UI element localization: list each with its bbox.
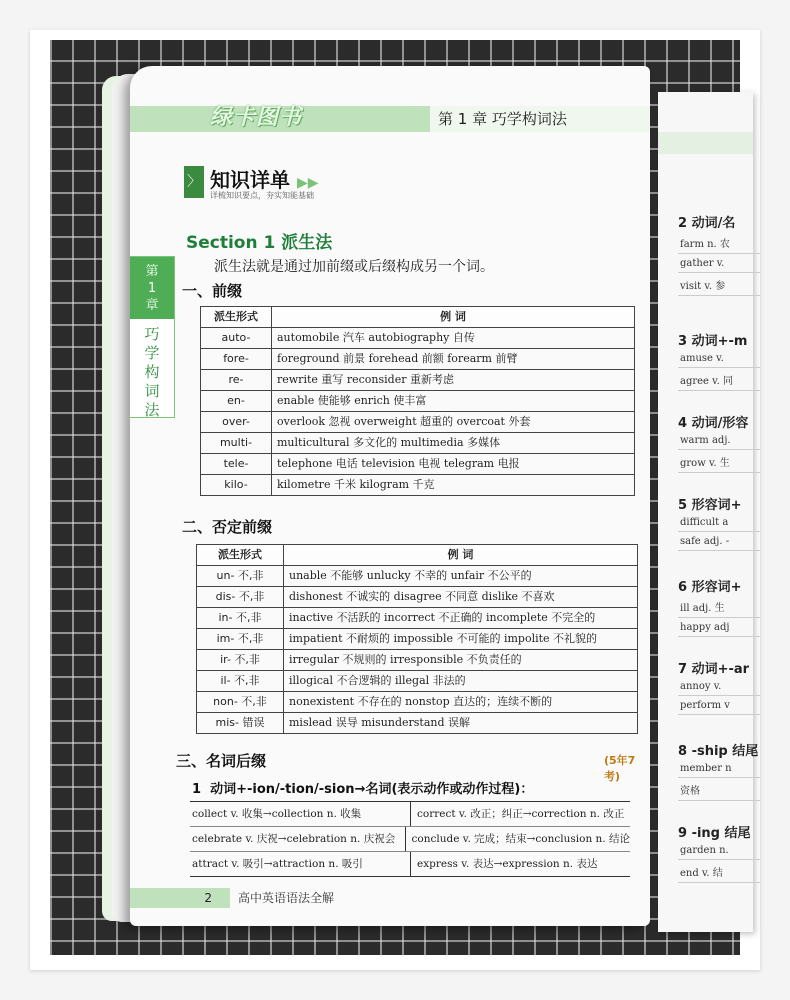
double-arrow-icon: ▶▶ <box>296 175 319 191</box>
book-title: 高中英语语法全解 <box>238 891 335 905</box>
list-item-line: farm n. 农 <box>678 231 760 254</box>
table-row <box>197 650 638 671</box>
form-cell: in- 不,非 <box>197 608 284 629</box>
form-cell: multi- <box>201 433 272 454</box>
list-item-line: visit v. 参 <box>678 273 760 296</box>
right-header-bar <box>658 132 753 154</box>
list-item-line: annoy v. <box>678 677 760 696</box>
form-cell: re- <box>201 370 272 391</box>
chapter-number-text: 第 1 章 <box>145 264 159 313</box>
col-header-form: 派生形式 <box>197 545 284 566</box>
chapter-side-name: 巧学构词法 <box>144 325 160 419</box>
list-item-line: happy adj <box>678 618 760 637</box>
list-item <box>678 330 760 391</box>
list-item <box>678 494 760 551</box>
example-left: collect v. 收集→collection n. 收集 <box>190 802 411 826</box>
table-header-row <box>197 545 638 566</box>
table-row <box>201 454 635 475</box>
list-item-heading: 9 -ing 结尾 <box>678 826 751 841</box>
list-item-heading: 7 动词+-ar <box>678 662 750 677</box>
list-item-line: 资格 <box>678 778 760 801</box>
examples-cell: impatient 不耐烦的 impossible 不可能的 impolite 不礼貌的 <box>284 629 638 650</box>
book-photo <box>50 40 759 955</box>
prefix-table <box>200 306 635 496</box>
zhishi-subtitle: 详梳知识要点，夯实知能基础 <box>210 191 314 200</box>
examples-cell: irregular 不规则的 irresponsible 不负责任的 <box>284 650 638 671</box>
form-cell: mis- 错误 <box>197 713 284 734</box>
table-row <box>190 802 630 827</box>
table-row <box>197 713 638 734</box>
table-row <box>197 587 638 608</box>
examples-cell: foreground 前景 forehead 前额 forearm 前臂 <box>272 349 635 370</box>
examples-cell: illogical 不合逻辑的 illegal 非法的 <box>284 671 638 692</box>
list-item <box>678 658 760 715</box>
form-cell: over- <box>201 412 272 433</box>
table-row <box>197 692 638 713</box>
list-item-line: perform v <box>678 696 760 715</box>
table-row <box>201 412 635 433</box>
form-cell: kilo- <box>201 475 272 496</box>
table-row <box>197 608 638 629</box>
list-item-line: amuse v. <box>678 349 760 368</box>
examples-cell: telephone 电话 television 电视 telegram 电报 <box>272 454 635 475</box>
table-row <box>190 827 630 852</box>
list-item-line: warm adj. <box>678 431 760 450</box>
list-item-heading: 4 动词/形容 <box>678 416 749 431</box>
form-cell: il- 不,非 <box>197 671 284 692</box>
example-right: conclude v. 完成；结束→conclusion n. 结论 <box>411 833 630 845</box>
list-item-line: gather v. <box>678 254 760 273</box>
table-header-row <box>201 307 635 328</box>
brand-logo: 绿卡图书 <box>210 105 303 130</box>
col-header-examples: 例 词 <box>284 545 638 566</box>
suffix-heading: 三、名词后缀 <box>176 752 267 770</box>
zhishi-title-text: 知识详单 <box>210 168 290 192</box>
list-item-heading: 3 动词+-m <box>678 334 748 349</box>
chapter-number <box>130 257 174 319</box>
rule-number: 1 <box>192 782 202 797</box>
neg-prefix-heading: 二、否定前缀 <box>182 518 273 536</box>
table-row <box>201 475 635 496</box>
list-item-heading: 6 形容词+ <box>678 580 742 595</box>
list-item-heading: 8 -ship 结尾 <box>678 744 759 759</box>
col-header-form: 派生形式 <box>201 307 272 328</box>
examples-cell: automobile 汽车 autobiography 自传 <box>272 328 635 349</box>
form-cell: dis- 不,非 <box>197 587 284 608</box>
list-item <box>678 212 760 296</box>
example-right: correct v. 改正；纠正→correction n. 改正 <box>417 808 625 820</box>
table-row <box>197 629 638 650</box>
form-cell: en- <box>201 391 272 412</box>
exam-frequency-badge: (5年7考) <box>604 754 636 783</box>
table-row <box>201 391 635 412</box>
chapter-side-tab <box>130 256 175 418</box>
list-item <box>678 576 760 637</box>
list-item-line: ill adj. 生 <box>678 595 760 618</box>
examples-cell: enable 使能够 enrich 使丰富 <box>272 391 635 412</box>
rule-text: 动词+-ion/-tion/-sion→名词(表示动作或动作过程)： <box>210 782 534 797</box>
table-row <box>201 328 635 349</box>
list-item-line: difficult a <box>678 513 760 532</box>
page-header <box>130 106 650 132</box>
form-cell: ir- 不,非 <box>197 650 284 671</box>
examples-cell: unable 不能够 unlucky 不幸的 unfair 不公平的 <box>284 566 638 587</box>
chapter-title: 第 1 章 巧学构词法 <box>430 106 650 132</box>
zhishi-title <box>210 164 319 193</box>
list-item-line: member n <box>678 759 760 778</box>
list-item-heading: 2 动词/名 <box>678 216 736 231</box>
list-item-line: safe adj. - <box>678 532 760 551</box>
prefix-heading: 一、前缀 <box>182 282 243 300</box>
page-number: 2 <box>130 888 230 908</box>
table-row <box>201 370 635 391</box>
table-row <box>190 852 630 876</box>
form-cell: fore- <box>201 349 272 370</box>
examples-cell: nonexistent 不存在的 nonstop 直达的；连续不断的 <box>284 692 638 713</box>
form-cell: un- 不,非 <box>197 566 284 587</box>
section-intro: 派生法就是通过加前缀或后缀构成另一个词。 <box>214 259 494 275</box>
table-row <box>197 671 638 692</box>
list-item-line: grow v. 生 <box>678 450 760 473</box>
suffix-rule <box>192 778 533 797</box>
form-cell: tele- <box>201 454 272 475</box>
example-left: attract v. 吸引→attraction n. 吸引 <box>190 852 411 876</box>
examples-cell: inactive 不活跃的 incorrect 不正确的 incomplete 不完全的 <box>284 608 638 629</box>
example-right: express v. 表达→expression n. 表达 <box>417 858 598 870</box>
list-item-heading: 5 形容词+ <box>678 498 742 513</box>
right-page <box>658 92 759 932</box>
form-cell: auto- <box>201 328 272 349</box>
table-row <box>201 349 635 370</box>
list-item-line: agree v. 同 <box>678 368 760 391</box>
chevron-right-icon: 〉 <box>184 166 204 198</box>
section-title: Section 1 派生法 <box>186 233 333 253</box>
left-page <box>130 66 650 926</box>
list-item <box>678 822 760 883</box>
table-row <box>197 566 638 587</box>
page-footer <box>130 888 650 908</box>
suffix-examples-table <box>190 801 630 877</box>
neg-prefix-table <box>196 544 638 734</box>
list-item <box>678 412 760 473</box>
form-cell: im- 不,非 <box>197 629 284 650</box>
examples-cell: rewrite 重写 reconsider 重新考虑 <box>272 370 635 391</box>
examples-cell: mislead 误导 misunderstand 误解 <box>284 713 638 734</box>
col-header-examples: 例 词 <box>272 307 635 328</box>
list-item-line: garden n. <box>678 841 760 860</box>
example-left: celebrate v. 庆祝→celebration n. 庆祝会 <box>190 827 406 851</box>
examples-cell: overlook 忽视 overweight 超重的 overcoat 外套 <box>272 412 635 433</box>
examples-cell: kilometre 千米 kilogram 千克 <box>272 475 635 496</box>
table-row <box>201 433 635 454</box>
form-cell: non- 不,非 <box>197 692 284 713</box>
examples-cell: dishonest 不诚实的 disagree 不同意 dislike 不喜欢 <box>284 587 638 608</box>
examples-cell: multicultural 多文化的 multimedia 多媒体 <box>272 433 635 454</box>
list-item-line: end v. 结 <box>678 860 760 883</box>
list-item <box>678 740 760 801</box>
